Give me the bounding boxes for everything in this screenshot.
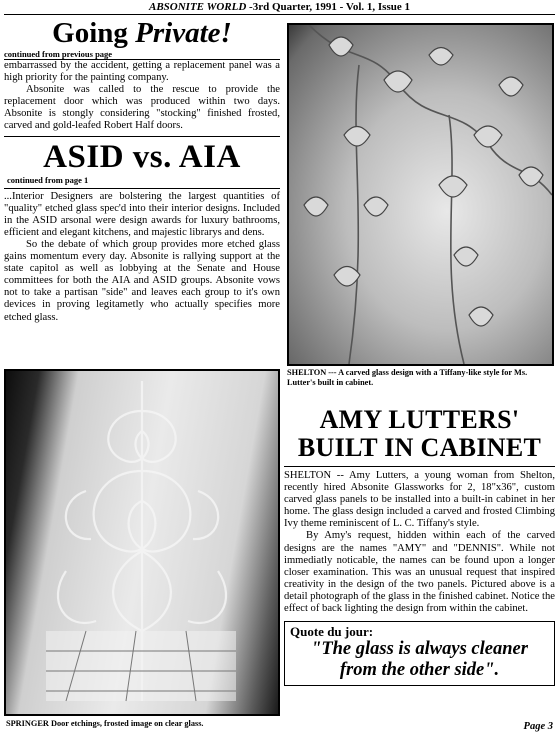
quote-du-jour-box: [284, 621, 555, 686]
going-private-paragraph-2: Absonite was called to the rescue to provide the replacement door which was produced within two days. Absonite is stongly considering "stocking" finished frosted, carved and gold-leafed Robert Half doors.: [4, 84, 280, 132]
headline-plain: Going: [52, 17, 136, 49]
quote-text: [290, 639, 549, 681]
page-number: Page 3: [523, 721, 553, 732]
amy-lutters-headline: [284, 406, 555, 462]
door-etching-art: [6, 371, 278, 714]
headline-italic: Private!: [135, 17, 232, 49]
going-private-paragraph-1: embarrassed by the accident, getting a replacement panel was a high priority for the painting company.: [4, 60, 280, 84]
divider: [284, 466, 555, 467]
springer-door-caption: SPRINGER Door etchings, frosted image on clear glass.: [6, 719, 204, 728]
asid-headline: ASID vs. AIA: [43, 138, 241, 175]
quote-line-1: "The glass is always cleaner: [311, 639, 528, 660]
quote-label: Quote du jour:: [290, 624, 374, 640]
divider: [4, 136, 280, 137]
amy-lutters-body: [284, 470, 555, 615]
issue-info: -3rd Quarter, 1991 - Vol. 1, Issue 1: [246, 1, 410, 13]
asid-body: [4, 191, 280, 324]
going-private-continued: continued from previous page: [4, 49, 113, 59]
publication-name: ABSONITE WORLD: [149, 1, 247, 13]
quote-line-2: from the other side".: [339, 660, 500, 681]
springer-door-photo: [4, 369, 280, 716]
ivy-cabinet-photo: [287, 23, 554, 366]
going-private-body: [4, 60, 280, 133]
asid-continued: continued from page 1: [7, 174, 89, 185]
ivy-cabinet-caption: SHELTON --- A carved glass design with a Tiffany-like style for Ms. Lutter's built in cabinet.: [287, 368, 528, 387]
amy-headline-line-1: AMY LUTTERS': [319, 405, 520, 434]
divider: [4, 188, 280, 189]
ivy-etching-art: [289, 25, 552, 364]
right-column: [284, 17, 555, 686]
going-private-headline: [4, 18, 280, 49]
asid-paragraph-1: ...Interior Designers are bolstering the largest quantities of "quality" etched glass spec'd into their interior designs. Included in the ASID arsonal were design awards for luxury bathrooms, efficient and elegant kitchens, and majestic librarys and dens.: [4, 190, 280, 238]
amy-paragraph-1: SHELTON -- Amy Lutters, a young woman from Shelton, recently hired Absonite Glassworks for 2, 18"x36", custom carved glass panels to be installed into a built-in cabinet in her home. The glass design included a carved and frosted Climbing Ivy theme reminiscent of L. C. Tiffany's style.: [284, 470, 555, 530]
amy-paragraph-2: By Amy's request, hidden within each of the carved designs are the names "AMY" and "DENNIS". While not immediatly noticable, the names can be found upon a longer closer examination. This was an unusual request that inspired creativity in the design of the two panels. Pictured above is a detail photograph of the glass in the finished cabinet. Notice the effect of back lighting the design from within the cabinet.: [284, 530, 555, 615]
amy-headline-line-2: BUILT IN CABINET: [297, 433, 542, 462]
left-column: [4, 17, 280, 324]
asid-paragraph-2: So the debate of which group provides more etched glass gains momentum every day. Absonite is rallying support at the state capitol as well as lobbying at the Senate and House committees for both the AIA and ASID groups. Absonite vows not to take a partisan "side" and leaves each group to it's own devices in proving legitametly who actually specifies more etched glass.: [4, 238, 280, 323]
masthead: [4, 0, 555, 15]
